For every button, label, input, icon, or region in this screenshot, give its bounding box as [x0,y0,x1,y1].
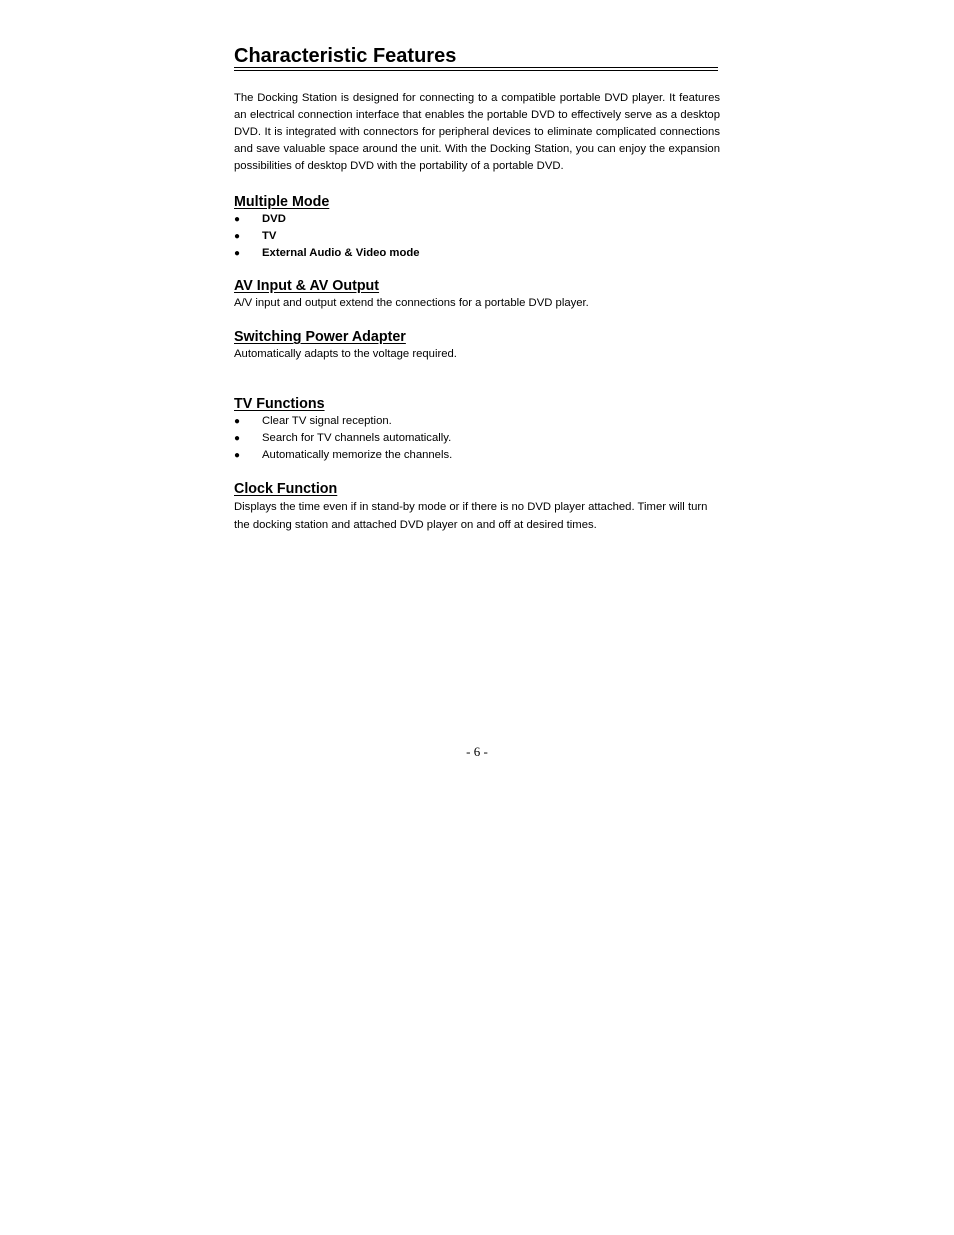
tv-functions-list [234,413,720,464]
bullet-icon: ● [234,231,241,242]
list-item-text: Search for TV channels automatically. [262,432,452,444]
list-item [234,228,720,245]
list-item-text: External Audio & Video mode [262,247,420,259]
section-tv-functions [234,395,720,464]
power-adapter-text: Automatically adapts to the voltage required. [234,348,457,360]
av-io-text: A/V input and output extend the connections for a portable DVD player. [234,297,589,309]
list-item-text: Clear TV signal reception. [262,415,392,427]
intro-paragraph: The Docking Station is designed for connecting to a compatible portable DVD player. It features an electrical connection interface that enables the portable DVD to effectively serve as a desktop DVD. It is integrated with connectors for peripheral devices to eliminate complicated connections and save valuable space around the unit. With the Docking Station, you can enjoy the expansion possibilities of desktop DVD with the portability of a portable DVD. [234,92,720,172]
bullet-icon: ● [234,433,241,444]
multiple-mode-list [234,211,720,262]
list-item-text: DVD [262,213,286,225]
bullet-icon: ● [234,214,241,225]
section-multiple-mode [234,193,720,262]
page-title: Characteristic Features [234,45,457,67]
section-heading-av-io: AV Input & AV Output [234,278,380,294]
list-item [234,245,720,262]
section-power-adapter [234,328,720,363]
section-heading-multiple-mode: Multiple Mode [234,194,330,210]
page-content [234,44,720,534]
section-av-io [234,277,720,312]
list-item-text: Automatically memorize the channels. [262,449,453,461]
section-clock [234,480,720,534]
bullet-icon: ● [234,416,241,427]
section-heading-tv-functions: TV Functions [234,396,325,412]
bullet-icon: ● [234,248,241,259]
list-item-text: TV [262,230,277,242]
list-item [234,211,720,228]
clock-text: Displays the time even if in stand-by mode or if there is no DVD player attached. Timer will turn the docking station and attached DVD player on and off at desired times. [234,501,708,531]
page-number: - 6 - [466,744,488,759]
section-heading-clock: Clock Function [234,481,338,497]
list-item [234,447,720,464]
list-item [234,430,720,447]
list-item [234,413,720,430]
section-heading-power-adapter: Switching Power Adapter [234,329,406,345]
bullet-icon: ● [234,450,241,461]
